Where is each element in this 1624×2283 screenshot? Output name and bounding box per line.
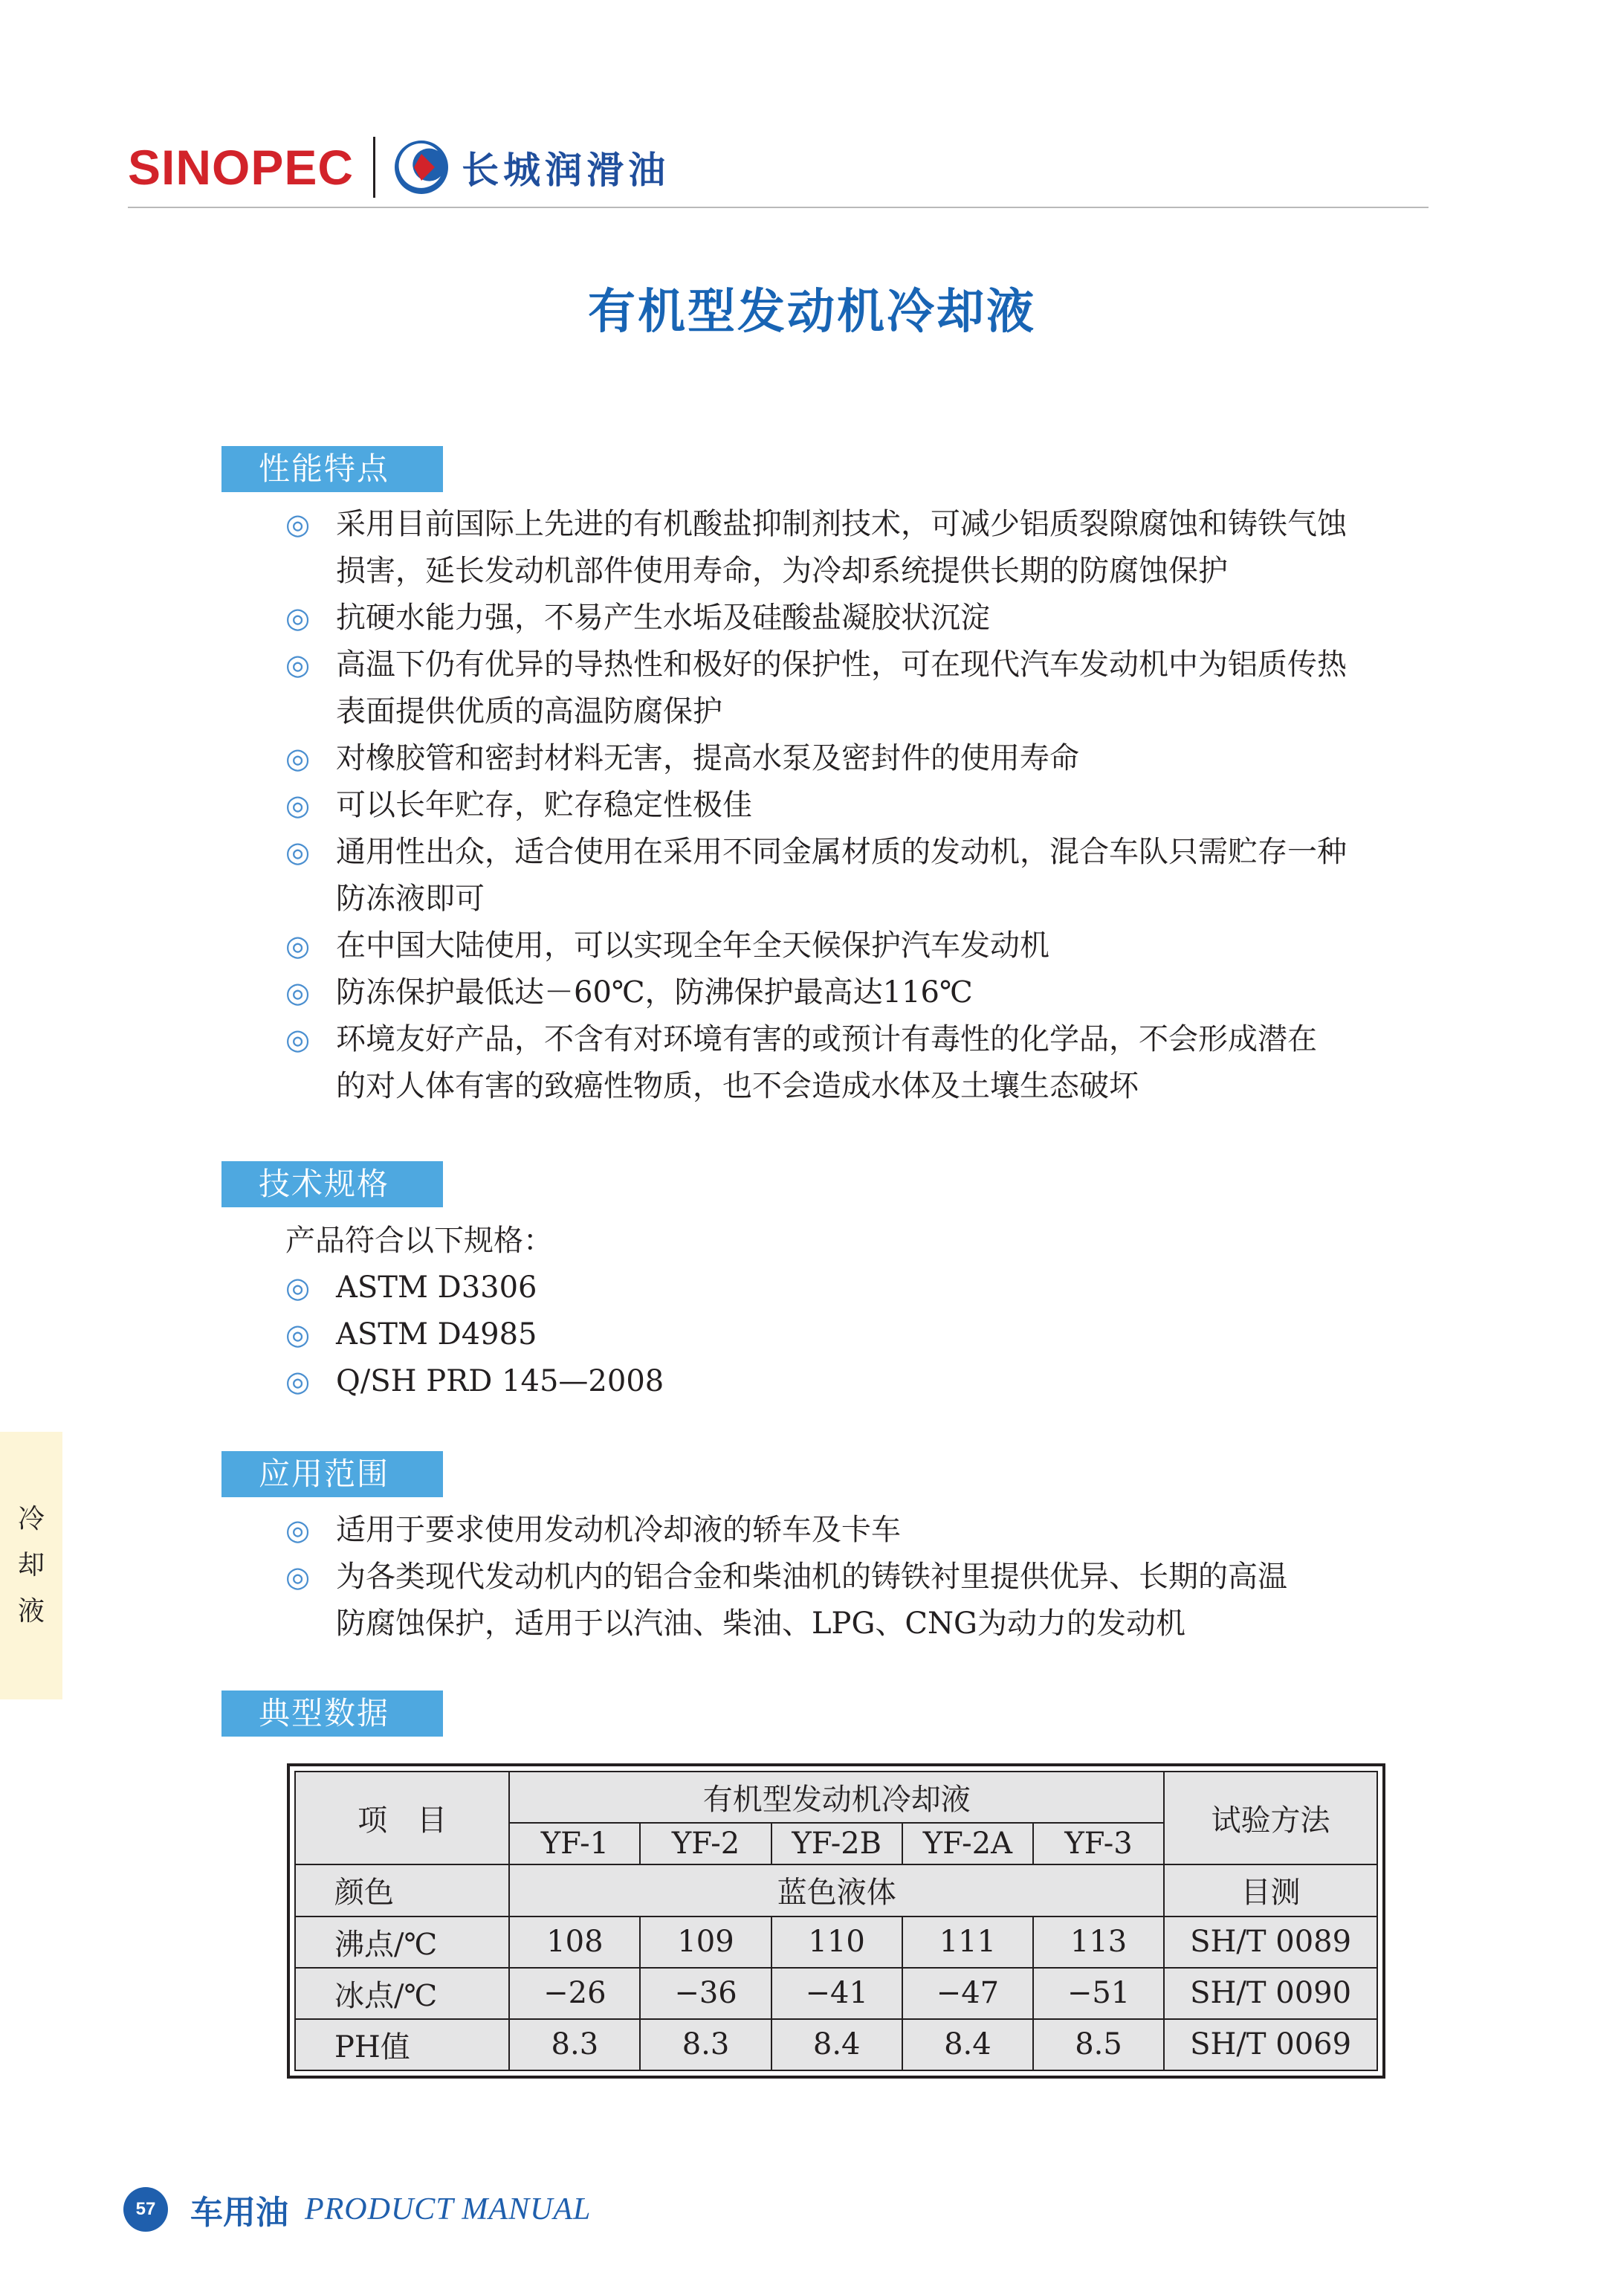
table-cell: 8.4 bbox=[902, 2019, 1033, 2070]
list-item: ◎ 在中国大陆使用，可以实现全年全天候保护汽车发动机 bbox=[285, 923, 1445, 969]
list-item: ◎ 采用目前国际上先进的有机酸盐抑制剂技术，可减少铝质裂隙腐蚀和铸铁气蚀 bbox=[285, 501, 1445, 548]
table-cell: 8.4 bbox=[771, 2019, 902, 2070]
list-item: ◎ 为各类现代发动机内的铝合金和柴油机的铸铁衬里提供优异、长期的高温 bbox=[285, 1554, 1445, 1601]
table-row bbox=[295, 1917, 1377, 1968]
grade-header-cell: YF-3 bbox=[1033, 1823, 1164, 1864]
list-item: ◎ 高温下仍有优异的导热性和极好的保护性，可在现代汽车发动机中为铝质传热 bbox=[285, 642, 1445, 688]
sub-brand-name: 长城润滑油 bbox=[462, 149, 670, 192]
list-item: ◎ Q/SH PRD 145—2008 bbox=[285, 1358, 1445, 1405]
table-cell: −36 bbox=[640, 1968, 771, 2019]
side-tab-char: 却 bbox=[17, 1550, 45, 1580]
double-circle-bullet-icon: ◎ bbox=[285, 929, 311, 962]
typical-data-table bbox=[294, 1771, 1378, 2071]
table-cell: −41 bbox=[771, 1968, 902, 2019]
method-cell: SH/T 0090 bbox=[1164, 1968, 1377, 2019]
table-cell: 109 bbox=[640, 1917, 771, 1968]
double-circle-bullet-icon: ◎ bbox=[285, 742, 311, 775]
list-item-continuation: 损害，延长发动机部件使用寿命，为冷却系统提供长期的防腐蚀保护 bbox=[336, 554, 1228, 588]
double-circle-bullet-icon: ◎ bbox=[285, 648, 311, 681]
table-cell: 113 bbox=[1033, 1917, 1164, 1968]
page-footer bbox=[123, 2186, 591, 2233]
item-header-cell: 项 目 bbox=[295, 1772, 509, 1864]
list-item: ◎ 防冻保护最低达－60℃，防沸保护最高达116℃ bbox=[285, 969, 1445, 1016]
double-circle-bullet-icon: ◎ bbox=[285, 836, 311, 868]
double-circle-bullet-icon: ◎ bbox=[285, 1318, 311, 1351]
side-tab-char: 冷 bbox=[17, 1504, 45, 1534]
table-cell: 蓝色液体 bbox=[509, 1864, 1164, 1916]
typical-data-table-frame bbox=[287, 1763, 1385, 2079]
table-cell: 110 bbox=[771, 1917, 902, 1968]
double-circle-bullet-icon: ◎ bbox=[285, 789, 311, 821]
grade-header-cell: YF-1 bbox=[509, 1823, 640, 1864]
double-circle-bullet-icon: ◎ bbox=[285, 1023, 311, 1056]
list-item: ◎ 适用于要求使用发动机冷却液的轿车及卡车 bbox=[285, 1507, 1445, 1554]
header-rule bbox=[128, 207, 1429, 208]
list-item: ◎ 环境友好产品，不含有对环境有害的或预计有毒性的化学品，不会形成潜在 bbox=[285, 1016, 1445, 1063]
list-item: ◎ 通用性出众，适合使用在采用不同金属材质的发动机，混合车队只需贮存一种 bbox=[285, 829, 1445, 876]
double-circle-bullet-icon: ◎ bbox=[285, 976, 311, 1009]
row-label-cell: PH值 bbox=[295, 2019, 509, 2070]
section-heading-typical-data: 典型数据 bbox=[221, 1691, 443, 1737]
table-cell: −47 bbox=[902, 1968, 1033, 2019]
list-item: ◎ 抗硬水能力强，不易产生水垢及硅酸盐凝胶状沉淀 bbox=[285, 595, 1445, 642]
method-header-cell: 试验方法 bbox=[1164, 1772, 1377, 1864]
features-list bbox=[285, 501, 1445, 1110]
table-cell: 108 bbox=[509, 1917, 640, 1968]
double-circle-bullet-icon: ◎ bbox=[285, 601, 311, 634]
page-header bbox=[128, 134, 670, 201]
double-circle-bullet-icon: ◎ bbox=[285, 1514, 311, 1546]
table-row bbox=[295, 2019, 1377, 2070]
section-heading-features: 性能特点 bbox=[221, 446, 443, 492]
list-item-continuation: 防冻液即可 bbox=[336, 882, 485, 916]
grade-header-cell: YF-2 bbox=[640, 1823, 771, 1864]
section-heading-applications: 应用范围 bbox=[221, 1451, 443, 1497]
double-circle-bullet-icon: ◎ bbox=[285, 1271, 311, 1304]
method-cell: SH/T 0069 bbox=[1164, 2019, 1377, 2070]
table-cell: 8.5 bbox=[1033, 2019, 1164, 2070]
table-row bbox=[295, 1864, 1377, 1916]
specs-list bbox=[285, 1265, 1445, 1405]
list-item-continuation: 的对人体有害的致癌性物质，也不会造成水体及土壤生态破坏 bbox=[336, 1069, 1139, 1103]
table-cell: 111 bbox=[902, 1917, 1033, 1968]
footer-manual-label: PRODUCT MANUAL bbox=[305, 2192, 592, 2227]
list-item: ◎ 对橡胶管和密封材料无害，提高水泵及密封件的使用寿命 bbox=[285, 735, 1445, 782]
double-circle-bullet-icon: ◎ bbox=[285, 1365, 311, 1398]
group-header-cell: 有机型发动机冷却液 bbox=[509, 1772, 1164, 1823]
list-item-continuation: 表面提供优质的高温防腐保护 bbox=[336, 694, 722, 729]
grade-header-cell: YF-2B bbox=[771, 1823, 902, 1864]
method-cell: 目测 bbox=[1164, 1864, 1377, 1916]
section-heading-specs: 技术规格 bbox=[221, 1161, 443, 1207]
row-label-cell: 沸点/℃ bbox=[295, 1917, 509, 1968]
specs-intro: 产品符合以下规格： bbox=[285, 1224, 553, 1258]
grade-header-cell: YF-2A bbox=[902, 1823, 1033, 1864]
table-cell: 8.3 bbox=[509, 2019, 640, 2070]
table-cell: −26 bbox=[509, 1968, 640, 2019]
list-item: ◎ ASTM D3306 bbox=[285, 1265, 1445, 1311]
page-title: 有机型发动机冷却液 bbox=[588, 285, 1036, 340]
double-circle-bullet-icon: ◎ bbox=[285, 508, 311, 540]
header-divider bbox=[373, 137, 375, 198]
footer-category: 车用油 bbox=[190, 2194, 288, 2232]
table-row bbox=[295, 1968, 1377, 2019]
list-item: ◎ ASTM D4985 bbox=[285, 1311, 1445, 1358]
row-label-cell: 颜色 bbox=[295, 1864, 509, 1916]
table-cell: 8.3 bbox=[640, 2019, 771, 2070]
list-item: ◎ 可以长年贮存，贮存稳定性极佳 bbox=[285, 782, 1445, 829]
row-label-cell: 冰点/℃ bbox=[295, 1968, 509, 2019]
table-cell: −51 bbox=[1033, 1968, 1164, 2019]
table-header-row bbox=[295, 1772, 1377, 1823]
applications-list bbox=[285, 1507, 1445, 1647]
list-item-continuation: 防腐蚀保护，适用于以汽油、柴油、LPG、CNG为动力的发动机 bbox=[336, 1607, 1185, 1641]
method-cell: SH/T 0089 bbox=[1164, 1917, 1377, 1968]
page-number-badge: 57 bbox=[123, 2187, 168, 2232]
side-tab-char: 液 bbox=[17, 1596, 45, 1627]
side-category-tab bbox=[0, 1432, 62, 1699]
great-wall-logo-icon bbox=[392, 138, 451, 197]
double-circle-bullet-icon: ◎ bbox=[285, 1560, 311, 1593]
sinopec-logo-text: SINOPEC bbox=[128, 140, 355, 195]
